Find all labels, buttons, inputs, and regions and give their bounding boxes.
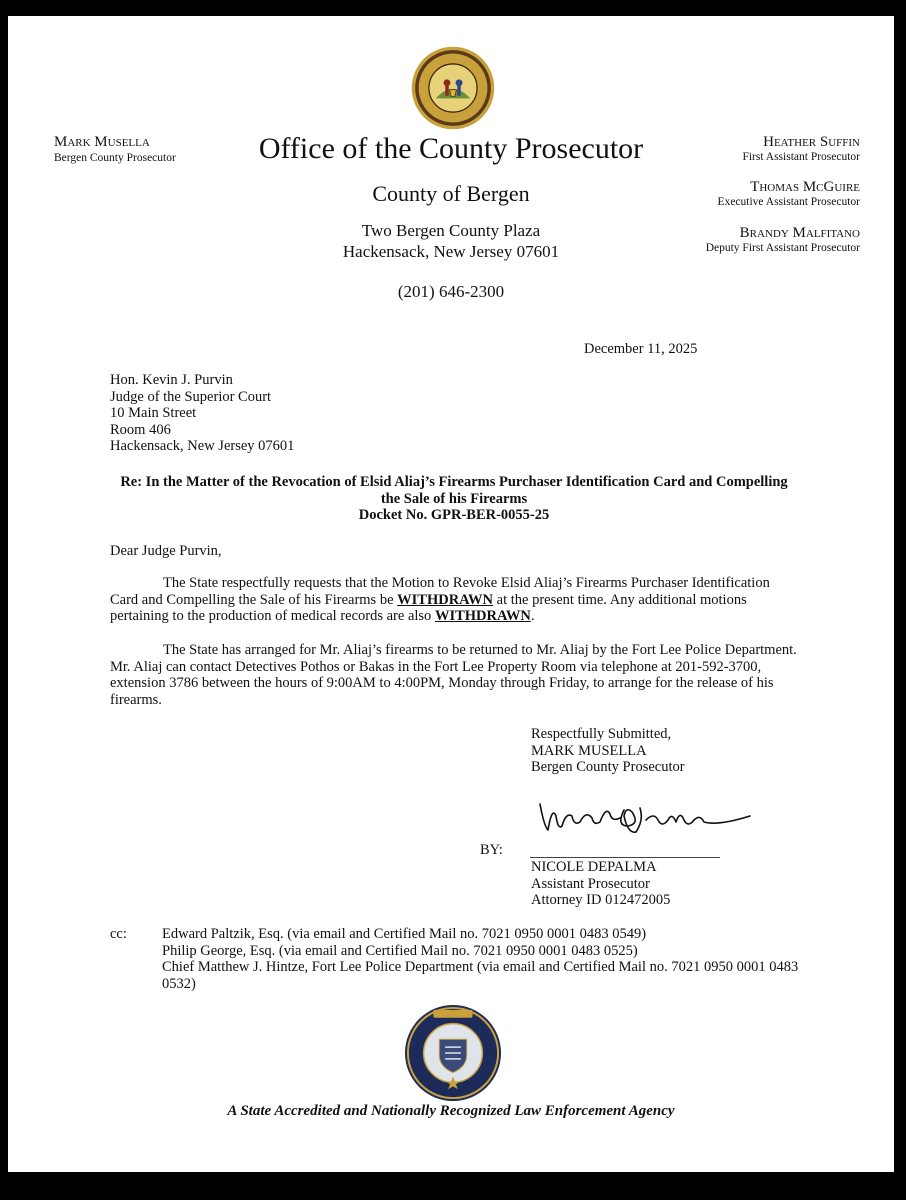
recipient-address: [110, 372, 294, 455]
signer-name: NICOLE DEPALMA: [531, 859, 657, 875]
staff-title: Deputy First Assistant Prosecutor: [705, 242, 860, 254]
signer-block: [531, 859, 670, 909]
prosecutor-name: Mark Musella: [54, 134, 150, 150]
county-name: County of Bergen: [372, 181, 530, 206]
signature-line: [530, 857, 720, 858]
paragraph-text: .: [530, 608, 535, 624]
closing-block: [531, 726, 685, 776]
recipient-line: 10 Main Street: [110, 405, 197, 421]
prosecutor-title: Bergen County Prosecutor: [54, 152, 176, 164]
letter-date: December 11, 2025: [584, 341, 698, 357]
body-paragraph: [110, 575, 800, 625]
address-line: Two Bergen County Plaza: [361, 221, 541, 240]
accreditation-seal-icon: [404, 1004, 502, 1102]
subject-text: the Sale of his Firearms: [380, 490, 528, 507]
docket-number: Docket No. GPR-BER-0055-25: [358, 507, 550, 523]
office-address: [8, 220, 894, 262]
withdrawn-emphasis: WITHDRAWN: [434, 608, 531, 624]
signer-id: Attorney ID 012472005: [531, 892, 671, 908]
recipient-line: Hackensack, New Jersey 07601: [110, 438, 295, 454]
signer-title: Assistant Prosecutor: [531, 875, 650, 892]
closing-line: Respectfully Submitted,: [531, 726, 672, 742]
withdrawn-emphasis: WITHDRAWN: [397, 591, 494, 608]
salutation: Dear Judge Purvin,: [110, 543, 222, 559]
staff-name: Brandy Malfitano: [739, 225, 860, 241]
subject-line: [104, 474, 804, 524]
closing-line: MARK MUSELLA: [531, 742, 647, 759]
office-phone: (201) 646-2300: [397, 282, 505, 301]
handwritten-signature: [528, 786, 758, 838]
by-label: BY:: [480, 842, 503, 858]
cc-item: Chief Matthew J. Hintze, Fort Lee Police Department (via email and Certified Mail no. 7021 0950 0001 0483 0532): [162, 959, 799, 992]
staff-name: Heather Suffin: [763, 134, 860, 150]
cc-item: Edward Paltzik, Esq. (via email and Certified Mail no. 7021 0950 0001 0483 0549): [162, 926, 647, 942]
recipient-line: Room 406: [110, 421, 171, 438]
closing-line: Bergen County Prosecutor: [531, 759, 685, 775]
staff-name: Thomas McGuire: [750, 179, 860, 195]
footer-tagline: A State Accredited and Nationally Recognized Law Enforcement Agency: [227, 1103, 675, 1119]
paragraph-text: at the present time. Any additional motions pertaining to the production of medical records are also: [110, 591, 747, 624]
office-title: Office of the County Prosecutor: [258, 132, 644, 165]
paragraph-text: The State respectfully requests that the Motion to Revoke Elsid Aliaj’s Firearms Purchaser Identification Card and Compelling the Sale of his Firearms be: [110, 575, 770, 608]
prosecutor-seal-icon: [410, 45, 496, 131]
cc-label: cc:: [110, 926, 127, 942]
recipient-line: Judge of the Superior Court: [110, 388, 272, 405]
cc-list: [162, 926, 802, 992]
staff-title: Executive Assistant Prosecutor: [717, 196, 860, 208]
staff-title: First Assistant Prosecutor: [742, 151, 860, 163]
cc-item: Philip George, Esq. (via email and Certified Mail no. 7021 0950 0001 0483 0525): [162, 942, 638, 959]
recipient-line: Hon. Kevin J. Purvin: [110, 372, 233, 388]
address-line: Hackensack, New Jersey 07601: [342, 242, 560, 261]
body-paragraph: The State has arranged for Mr. Aliaj’s firearms to be returned to Mr. Aliaj by the Fort Lee Police Department. Mr. Aliaj can contact Detectives Pothos or Bakas in the Fort Lee Property Room via telephone at 201-592-3700, extension 3786 between the hours of 9:00AM to 4:00PM, Monday through Friday, to arrange for the release of his firearms.: [110, 642, 797, 708]
letter-page: [8, 16, 894, 1172]
subject-text: Re: In the Matter of the Revocation of Elsid Aliaj’s Firearms Purchaser Identification Card and Compelling: [120, 474, 788, 490]
